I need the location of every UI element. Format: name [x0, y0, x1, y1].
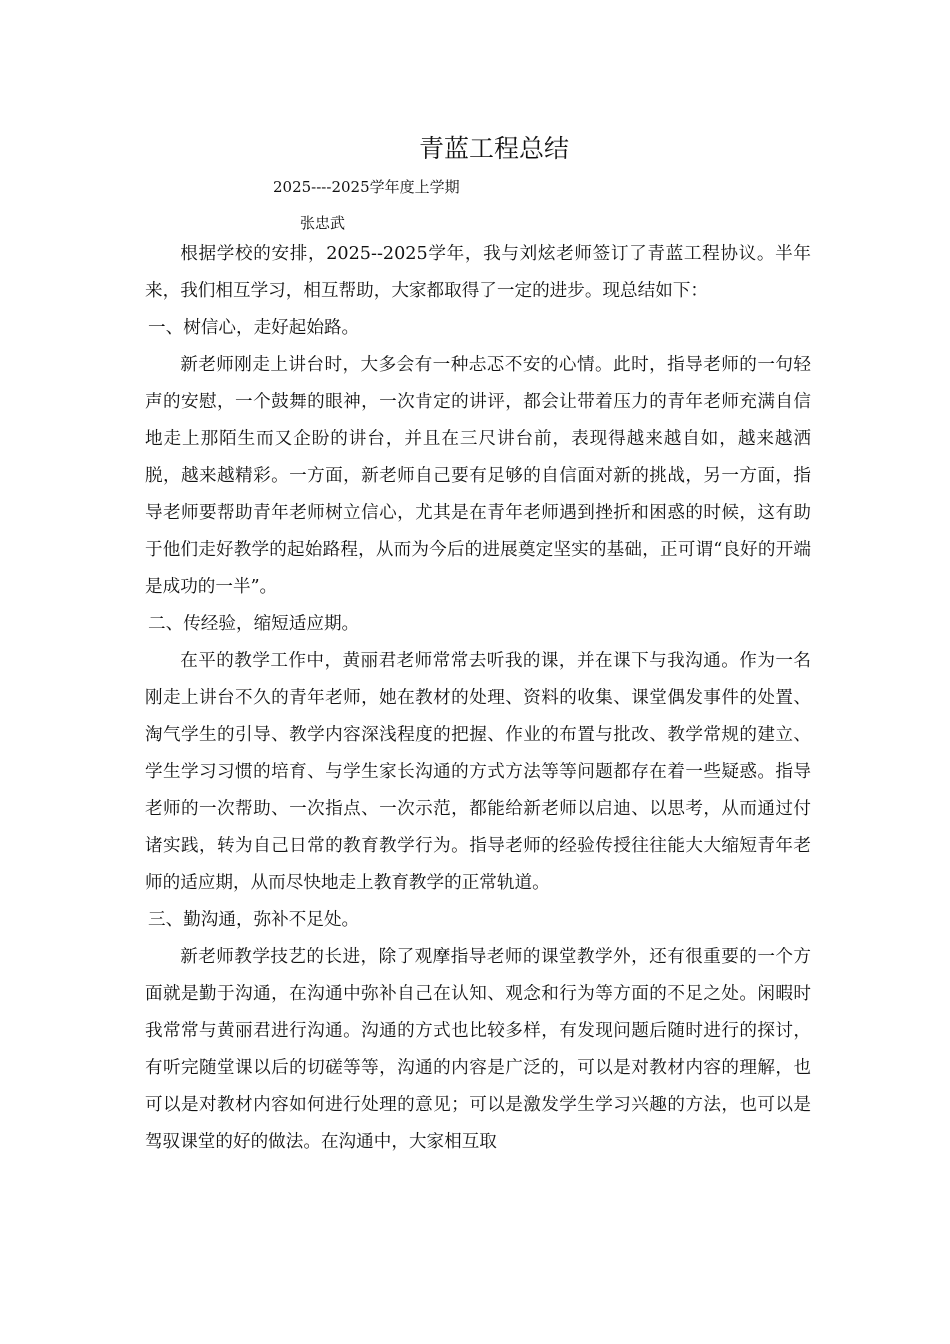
document-title: 青蓝工程总结 [418, 134, 569, 163]
section-heading-3: 三、勤沟通，弥补不足处。 [148, 910, 360, 930]
paragraph-section-2: 在平的教学工作中，黄丽君老师常常去听我的课，并在课下与我沟通。作为一名刚走上讲台不久的青年老师，她在教材的处理、资料的收集、课堂偶发事件的处置、淘气学生的引导、教学内容深浅程度的把握、作业的布置与批改、教学常规的建立、学生学习习惯的培育、与学生家长沟通的方式方法等等问题都存在着一些疑惑。指导老师的一次帮助、一次指点、一次示范，都能给新老师以启迪、以思考，从而通过付诸实践，转为自己日常的教育教学行为。指导老师的经验传授往往能大大缩短青年老师的适应期，从而尽快地走上教育教学的正常轨道。 [145, 651, 811, 893]
paragraph-section-3: 新老师教学技艺的长进，除了观摩指导老师的课堂教学外，还有很重要的一个方面就是勤于沟通，在沟通中弥补自己在认知、观念和行为等方面的不足之处。闲暇时我常常与黄丽君进行沟通。沟通的方式也比较多样，有发现问题后随时进行的探讨，有听完随堂课以后的切磋等等，沟通的内容是广泛的，可以是对教材内容的理解，也可以是对教材内容如何进行处理的意见；可以是激发学生学习兴趣的方法，也可以是驾驭课堂的好的做法。在沟通中，大家相互取 [145, 947, 811, 1152]
paragraph-intro: 根据学校的安排，2025--2025学年，我与刘炫老师签订了青蓝工程协议。半年来，我们相互学习，相互帮助，大家都取得了一定的进步。现总结如下： [145, 244, 811, 301]
paragraph-section-1: 新老师刚走上讲台时，大多会有一种忐忑不安的心情。此时，指导老师的一句轻声的安慰，一个鼓舞的眼神，一次肯定的讲评，都会让带着压力的青年老师充满自信地走上那陌生而又企盼的讲台，并且在三尺讲台前，表现得越来越自如，越来越洒脱，越来越精彩。一方面，新老师自己要有足够的自信面对新的挑战，另一方面，指导老师要帮助青年老师树立信心，尤其是在青年老师遇到挫折和困惑的时候，这有助于他们走好教学的起始路程，从而为今后的进展奠定坚实的基础，正可谓“良好的开端是成功的一半”。 [145, 355, 811, 597]
document-author: 张忠武 [300, 214, 346, 232]
section-heading-2: 二、传经验，缩短适应期。 [148, 614, 360, 634]
document-body [145, 236, 811, 1161]
section-heading-1: 一、树信心，走好起始路。 [148, 318, 360, 338]
document-subtitle: 2025----2025学年度上学期 [273, 178, 460, 196]
